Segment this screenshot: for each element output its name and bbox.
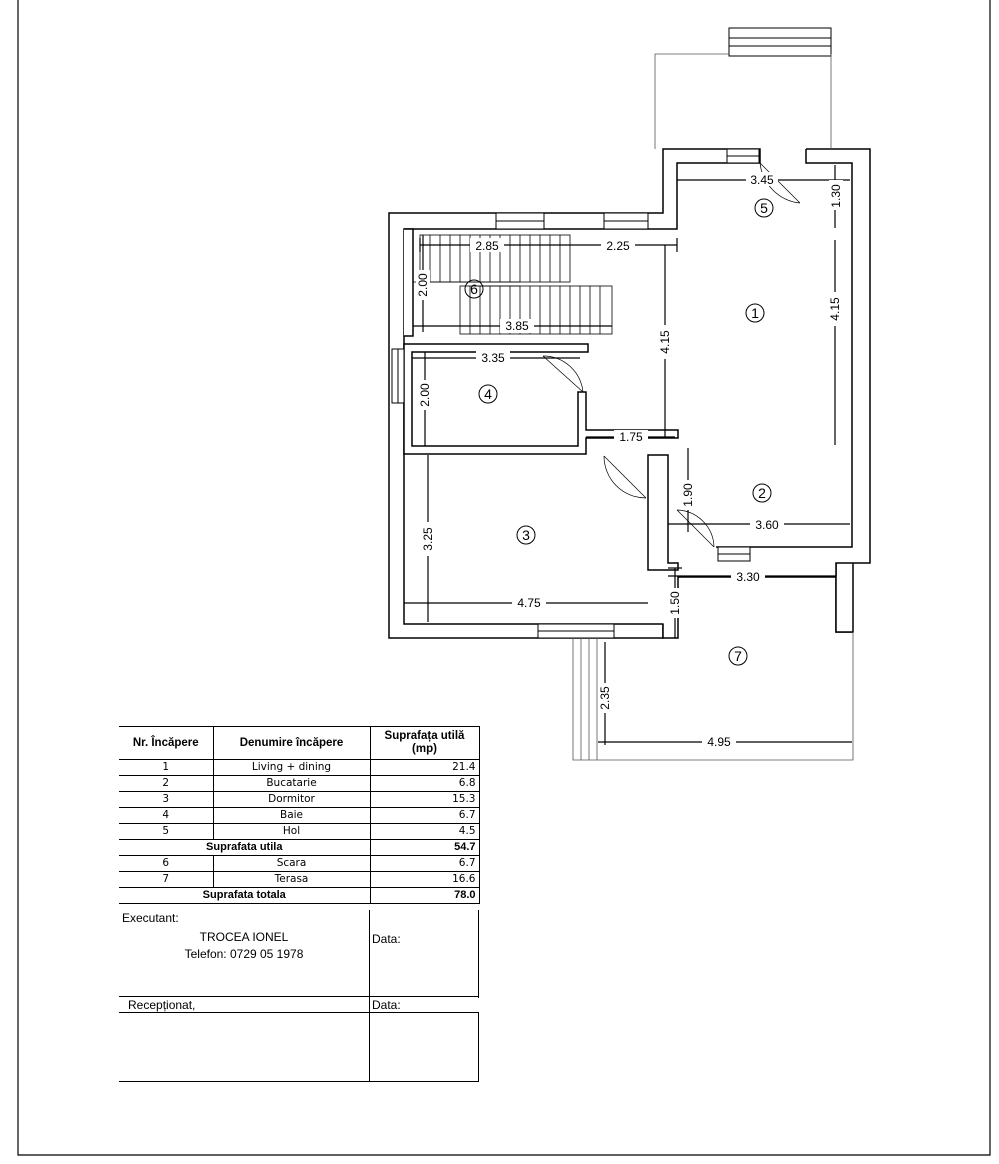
canopy bbox=[655, 54, 831, 149]
room-area: 16.6 bbox=[370, 872, 479, 888]
dim-4-15-b: 4.15 bbox=[828, 297, 842, 321]
header-room-number: Nr. Încăpere bbox=[119, 727, 213, 760]
dim-1-75: 1.75 bbox=[619, 430, 643, 444]
subtotal-value: 54.7 bbox=[370, 840, 479, 856]
dim-3-30: 3.30 bbox=[736, 570, 760, 584]
header-room-area: Suprafața utilă (mp) bbox=[370, 727, 479, 760]
room-number-5: 5 bbox=[760, 200, 768, 216]
dim-3-45: 3.45 bbox=[750, 173, 774, 187]
subtotal-label: Suprafata utila bbox=[119, 840, 370, 856]
signature-box bbox=[119, 910, 479, 1082]
room-name: Bucatarie bbox=[213, 776, 370, 792]
room-area: 6.7 bbox=[370, 808, 479, 824]
dim-2-35: 2.35 bbox=[598, 686, 612, 710]
dim-3-35: 3.35 bbox=[481, 351, 505, 365]
room-name: Baie bbox=[213, 808, 370, 824]
table-row bbox=[119, 824, 479, 840]
table-row bbox=[119, 872, 479, 888]
room-number-6: 6 bbox=[470, 281, 478, 297]
room-area: 21.4 bbox=[370, 760, 479, 776]
dim-3-60: 3.60 bbox=[755, 518, 779, 532]
date-label-1: Data: bbox=[372, 932, 401, 946]
room-nr: 1 bbox=[119, 760, 213, 776]
dim-3-25: 3.25 bbox=[421, 527, 435, 551]
room-name: Hol bbox=[213, 824, 370, 840]
room-number-2: 2 bbox=[758, 485, 766, 501]
table-row bbox=[119, 792, 479, 808]
room-nr: 6 bbox=[119, 856, 213, 872]
dim-2-00-b: 2.00 bbox=[418, 383, 432, 407]
dim-2-00-a: 2.00 bbox=[416, 273, 430, 297]
room-number-7: 7 bbox=[734, 648, 742, 664]
room-name: Terasa bbox=[213, 872, 370, 888]
subtotal-row bbox=[119, 840, 479, 856]
room-nr: 7 bbox=[119, 872, 213, 888]
room-area: 6.7 bbox=[370, 856, 479, 872]
room-nr: 2 bbox=[119, 776, 213, 792]
room-name: Living + dining bbox=[213, 760, 370, 776]
room-number-4: 4 bbox=[484, 386, 492, 402]
dim-4-95: 4.95 bbox=[707, 735, 731, 749]
dim-1-30: 1.30 bbox=[829, 184, 843, 208]
date-label-2: Data: bbox=[372, 998, 401, 1012]
header-room-name: Denumire încăpere bbox=[213, 727, 370, 760]
room-nr: 5 bbox=[119, 824, 213, 840]
total-value: 78.0 bbox=[370, 888, 479, 904]
received-label: Recepționat, bbox=[128, 998, 196, 1012]
room-nr: 4 bbox=[119, 808, 213, 824]
table-row bbox=[119, 808, 479, 824]
dim-1-50: 1.50 bbox=[668, 591, 682, 615]
room-area: 6.8 bbox=[370, 776, 479, 792]
table-row bbox=[119, 760, 479, 776]
executant-phone: Telefon: 0729 05 1978 bbox=[184, 947, 304, 961]
dim-1-90: 1.90 bbox=[681, 483, 695, 507]
room-name: Scara bbox=[213, 856, 370, 872]
room-area: 4.5 bbox=[370, 824, 479, 840]
dim-4-75: 4.75 bbox=[517, 596, 541, 610]
room-name: Dormitor bbox=[213, 792, 370, 808]
executant-label: Executant: bbox=[122, 911, 179, 925]
room-area: 15.3 bbox=[370, 792, 479, 808]
dim-4-15-a: 4.15 bbox=[658, 330, 672, 354]
dim-2-25: 2.25 bbox=[606, 239, 630, 253]
total-row bbox=[119, 888, 479, 904]
executant-name: TROCEA IONEL bbox=[199, 930, 289, 944]
room-number-3: 3 bbox=[522, 527, 530, 543]
table-row bbox=[119, 776, 479, 792]
room-number-1: 1 bbox=[751, 305, 759, 321]
total-label: Suprafata totala bbox=[119, 888, 370, 904]
room-nr: 3 bbox=[119, 792, 213, 808]
dim-2-85: 2.85 bbox=[475, 239, 499, 253]
table-row bbox=[119, 856, 479, 872]
dim-3-85: 3.85 bbox=[505, 319, 529, 333]
